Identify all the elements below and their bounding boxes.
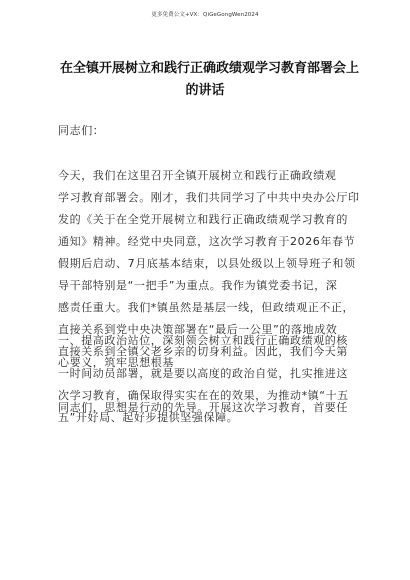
paragraph-line: 同志们，思想是行动的先导。开展这次学习教育，首要任 <box>58 401 348 414</box>
paragraph-line: 直接关系到党中央决策部署在“最后一公里”的落地成效 <box>58 323 338 336</box>
paragraph-line: 发的《关于在全党开展树立和践行正确政绩观学习教育的 <box>58 213 348 226</box>
paragraph-line: 感责任重大。我们*镇虽然是基层一线，但政绩观正不正， <box>58 301 355 314</box>
section-heading-1 <box>58 330 354 374</box>
paragraph-line: 假期后启动、7月底基本结束，以县处级以上领导班子和领 <box>58 257 356 270</box>
paragraph-line: 学习教育部署会。刚才，我们共同学习了中共中央办公厅印 <box>58 191 360 204</box>
paragraph-line: 直接关系到全镇父老乡亲的切身利益。因此，我们今天第 <box>58 345 348 358</box>
paragraph-line: 五”开好局、起好步提供坚强保障。 <box>58 411 239 424</box>
greeting: 同志们： <box>58 124 105 137</box>
heading-line: 一、提高政治站位，深刻领会树立和践行正确政绩观的核 <box>58 334 348 347</box>
paragraph-line: 今天，我们在这里召开全镇开展树立和践行正确政绩观 <box>58 169 337 182</box>
paragraph-line: 通知》精神。经党中央同意，这次学习教育于2026年春节 <box>58 235 356 248</box>
paragraph-line: 导干部特别是“一把手”为重点。我作为镇党委书记，深 <box>58 279 338 292</box>
paragraph-2 <box>58 397 354 419</box>
paragraph-line: 次学习教育，确保取得实实在在的效果，为推动*镇“十五 <box>58 389 349 402</box>
title-line: 的讲话 <box>185 83 225 98</box>
header-promo-text: 更多免费公文+VX：QiGeGongWen2024 <box>151 12 259 18</box>
document-title <box>60 58 360 102</box>
title-line: 在全镇开展树立和践行正确政绩观学习教育部署会上 <box>60 61 360 76</box>
paragraph-line: 一时间动员部署，就是要以高度的政治自觉，扎实推进这 <box>58 367 348 380</box>
paragraph-1 <box>58 165 360 429</box>
heading-line: 心要义，筑牢思想根基 <box>58 356 174 369</box>
